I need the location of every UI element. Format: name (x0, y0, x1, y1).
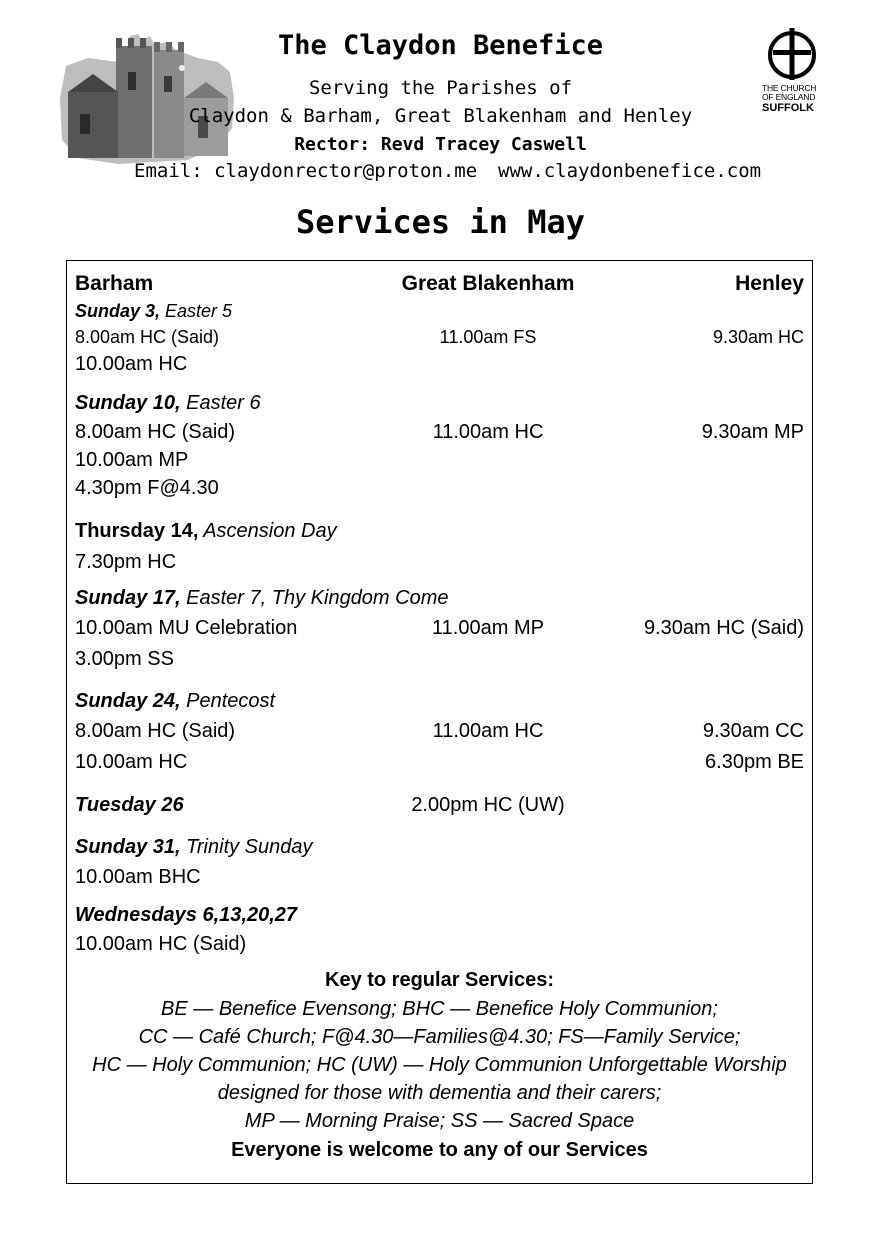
service-entry: 10.00am HC (75, 353, 188, 375)
column-great-blakenham: Great Blakenham (401, 272, 575, 295)
service-entry: 9.30am CC (702, 720, 804, 742)
service-entry: 10.00am HC (Said) (75, 933, 247, 955)
welcome-line: Everyone is welcome to any of our Services (231, 1139, 648, 1161)
service-entry: 10.00am MP (75, 449, 189, 471)
service-entry: 8.00am HC (Said) (75, 421, 236, 443)
page-heading: Services in May (296, 203, 585, 241)
service-entry: 11.00am MP (432, 617, 544, 639)
column-barham: Barham (75, 272, 154, 295)
rector-line: Rector: Revd Tracey Caswell (294, 134, 587, 155)
parishes-line: Claydon & Barham, Great Blakenham and Henley (188, 105, 693, 127)
day-label: Tuesday 26 (75, 794, 184, 816)
day-label: Thursday 14, Ascension Day (75, 520, 337, 542)
key-line: HC — Holy Communion; HC (UW) — Holy Communion Unforgettable Worship (92, 1054, 787, 1076)
serving-line: Serving the Parishes of (308, 77, 573, 99)
key-line: BE — Benefice Evensong; BHC — Benefice Holy Communion; (161, 998, 718, 1020)
service-entry: 11.00am HC (432, 720, 544, 742)
service-entry: 4.30pm F@4.30 (75, 477, 219, 499)
service-entry: 9.30am HC (Said) (643, 617, 804, 639)
key-line: designed for those with dementia and their carers; (217, 1082, 662, 1104)
day-label: Sunday 24, Pentecost (75, 690, 276, 712)
service-entry: 6.30pm BE (705, 751, 804, 773)
service-entry: 11.00am FS (439, 327, 537, 347)
service-entry: 2.00pm HC (UW) (411, 794, 565, 816)
benefice-title: The Claydon Benefice (277, 30, 604, 61)
service-entry: 3.00pm SS (75, 648, 174, 670)
email-address[interactable]: Email: claydonrector@proton.me (134, 160, 478, 182)
website-link[interactable]: www.claydonbenefice.com (498, 160, 762, 182)
day-label: Sunday 17, Easter 7, Thy Kingdom Come (75, 587, 449, 609)
logo-text-line2: OF ENGLAND (762, 92, 816, 102)
service-entry: 10.00am HC (75, 751, 188, 773)
day-label: Sunday 3, Easter 5 (75, 301, 233, 321)
day-label: Sunday 31, Trinity Sunday (75, 836, 313, 858)
key-heading: Key to regular Services: (325, 969, 554, 991)
key-line: MP — Morning Praise; SS — Sacred Space (244, 1110, 635, 1132)
column-henley: Henley (735, 272, 804, 295)
service-entry: 9.30am HC (712, 327, 804, 347)
service-entry: 8.00am HC (Said) (75, 327, 220, 347)
day-label: Wednesdays 6,13,20,27 (75, 904, 297, 926)
service-entry: 11.00am HC (432, 421, 544, 443)
key-line: CC — Café Church; F@4.30—Families@4.30; FS—Family Service; (138, 1026, 741, 1048)
service-entry: 10.00am MU Celebration (75, 617, 298, 639)
logo-text-line1: THE CHURCH (762, 83, 817, 93)
service-entry: 10.00am BHC (75, 866, 201, 888)
service-entry: 8.00am HC (Said) (75, 720, 236, 742)
service-entry: 9.30am MP (701, 421, 804, 443)
day-label: Sunday 10, Easter 6 (75, 392, 261, 414)
logo-text-line3: SUFFOLK (762, 102, 814, 114)
service-entry: 7.30pm HC (75, 551, 177, 573)
